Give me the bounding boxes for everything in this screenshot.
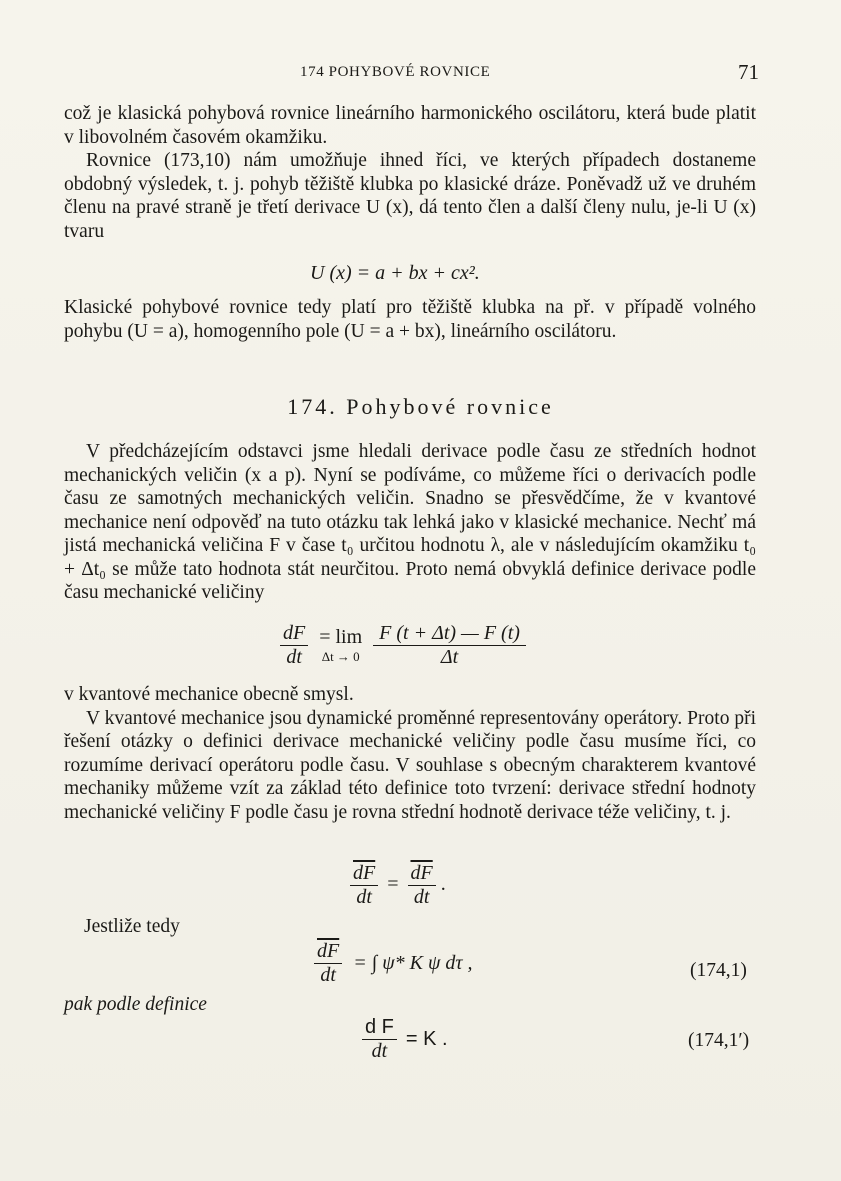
limit-lhs-denominator: dt (286, 646, 302, 668)
mean-rhs-numerator: $\overline{dF}$ (408, 862, 436, 886)
intro-paragraph-3: Klasické pohybové rovnice tedy platí pro těžiště klubka na př. v případě volného pohybu (U = a), homogenního pole (U = a + bx), lineárního oscilátoru. (64, 297, 756, 342)
equation-174-1 (314, 940, 473, 987)
eq2-denominator: dt (371, 1040, 388, 1062)
mean-lhs-numerator: $\overline{dF}$ (350, 862, 378, 886)
equation-mean-derivative (350, 862, 446, 909)
section-paragraph-block-2 (64, 683, 756, 824)
equation-number-174-1: (174,1) (690, 960, 747, 981)
limit-operator (319, 626, 362, 665)
section-title: 174. Pohybové rovnice (287, 394, 554, 419)
limit-lhs-numerator: dF (280, 622, 308, 646)
limit-rhs-fraction (373, 622, 526, 669)
mean-lhs-denominator: dt (356, 886, 372, 908)
eq1-rhs: = ∫ ψ* K ψ dτ , (353, 952, 473, 974)
equation-174-1-prime (362, 1016, 448, 1063)
equation-number-174-1-prime: (174,1′) (688, 1030, 750, 1051)
limit-subscript: Δt → 0 (321, 649, 360, 664)
limit-lhs-fraction (280, 622, 308, 669)
eq2-fraction (362, 1016, 397, 1063)
equation-potential: U (x) = a + bx + cx². (310, 262, 480, 284)
mean-rhs-denominator: dt (413, 886, 430, 908)
mean-equals: = (387, 873, 399, 896)
section-paragraph-block (64, 440, 756, 605)
intro-paragraph-1: což je klasická pohybová rovnice lineárního harmonického oscilátoru, která bude platit v libovolném časovém okamžiku. (64, 103, 756, 148)
equation-limit (280, 622, 526, 669)
label-by-definition: pak podle definice (64, 994, 207, 1015)
mean-lhs-fraction (350, 862, 378, 909)
eq2-rhs: = K . (405, 1028, 448, 1050)
mean-period: . (440, 873, 446, 896)
eq1-lhs-fraction (314, 940, 342, 987)
limit-rhs-denominator: Δt (440, 646, 459, 668)
limit-rhs-numerator: F (t + Δt) — F (t) (373, 622, 526, 646)
page-number: 71 (738, 60, 759, 84)
header-title: 174 POHYBOVÉ ROVNICE (300, 64, 491, 80)
section-paragraph-2: v kvantové mechanice obecně smysl. (64, 684, 354, 705)
intro-block (64, 102, 756, 243)
limit-op-text: = lim (319, 626, 363, 648)
eq1-lhs-numerator: $\overline{dF}$ (314, 940, 342, 964)
label-then: Jestliže tedy (84, 916, 180, 937)
eq1-lhs-denominator: dt (320, 964, 336, 986)
section-paragraph-3: V kvantové mechanice jsou dynamické proměnné representovány operátory. Proto při řešení otázky o definici derivace mechanické veličiny podle času musíme říci, co rozumíme derivací operátoru podle času. V souhlase s obecným charakterem kvantové mechaniky můžeme vzít za základ této definice toto tvrzení: derivace střední hodnoty mechanické veličiny F podle času je rovna střední hodnotě derivace téže veličiny, t. j. (64, 707, 756, 823)
intro-paragraph-2: Rovnice (173,10) nám umožňuje ihned říci, ve kterých případech dostaneme obdobný výsledek, t. j. pohyb těžiště klubka po klasické dráze. Poněvadž už ve druhém členu na pravé straně je třetí derivace U (x), dá tento člen a další členy nulu, je-li U (x) tvaru (64, 150, 756, 242)
running-header (0, 60, 841, 88)
mean-rhs-fraction (408, 862, 436, 909)
section-paragraph-1: V předcházejícím odstavci jsme hledali derivace podle času ze středních hodnot mechanických veličin (x a p). Nyní se podíváme, co můžeme říci o derivacích podle času ze samotných mechanických veličin. Snadno se přesvědčíme, že v kvantové mechanice není odpověď na tuto otázku tak lehká jako v klasické mechanice. Nechť má jistá mechanická veličina F v čase t₀ určitou hodnotu λ, ale v následujícím okamžiku t₀ + Δt₀ se může tato hodnota stát neurčitou. Proto nemá obvyklá definice derivace podle času mechanické veličiny (64, 441, 756, 603)
intro-block-2 (64, 296, 756, 343)
eq2-numerator: d F (362, 1016, 397, 1040)
